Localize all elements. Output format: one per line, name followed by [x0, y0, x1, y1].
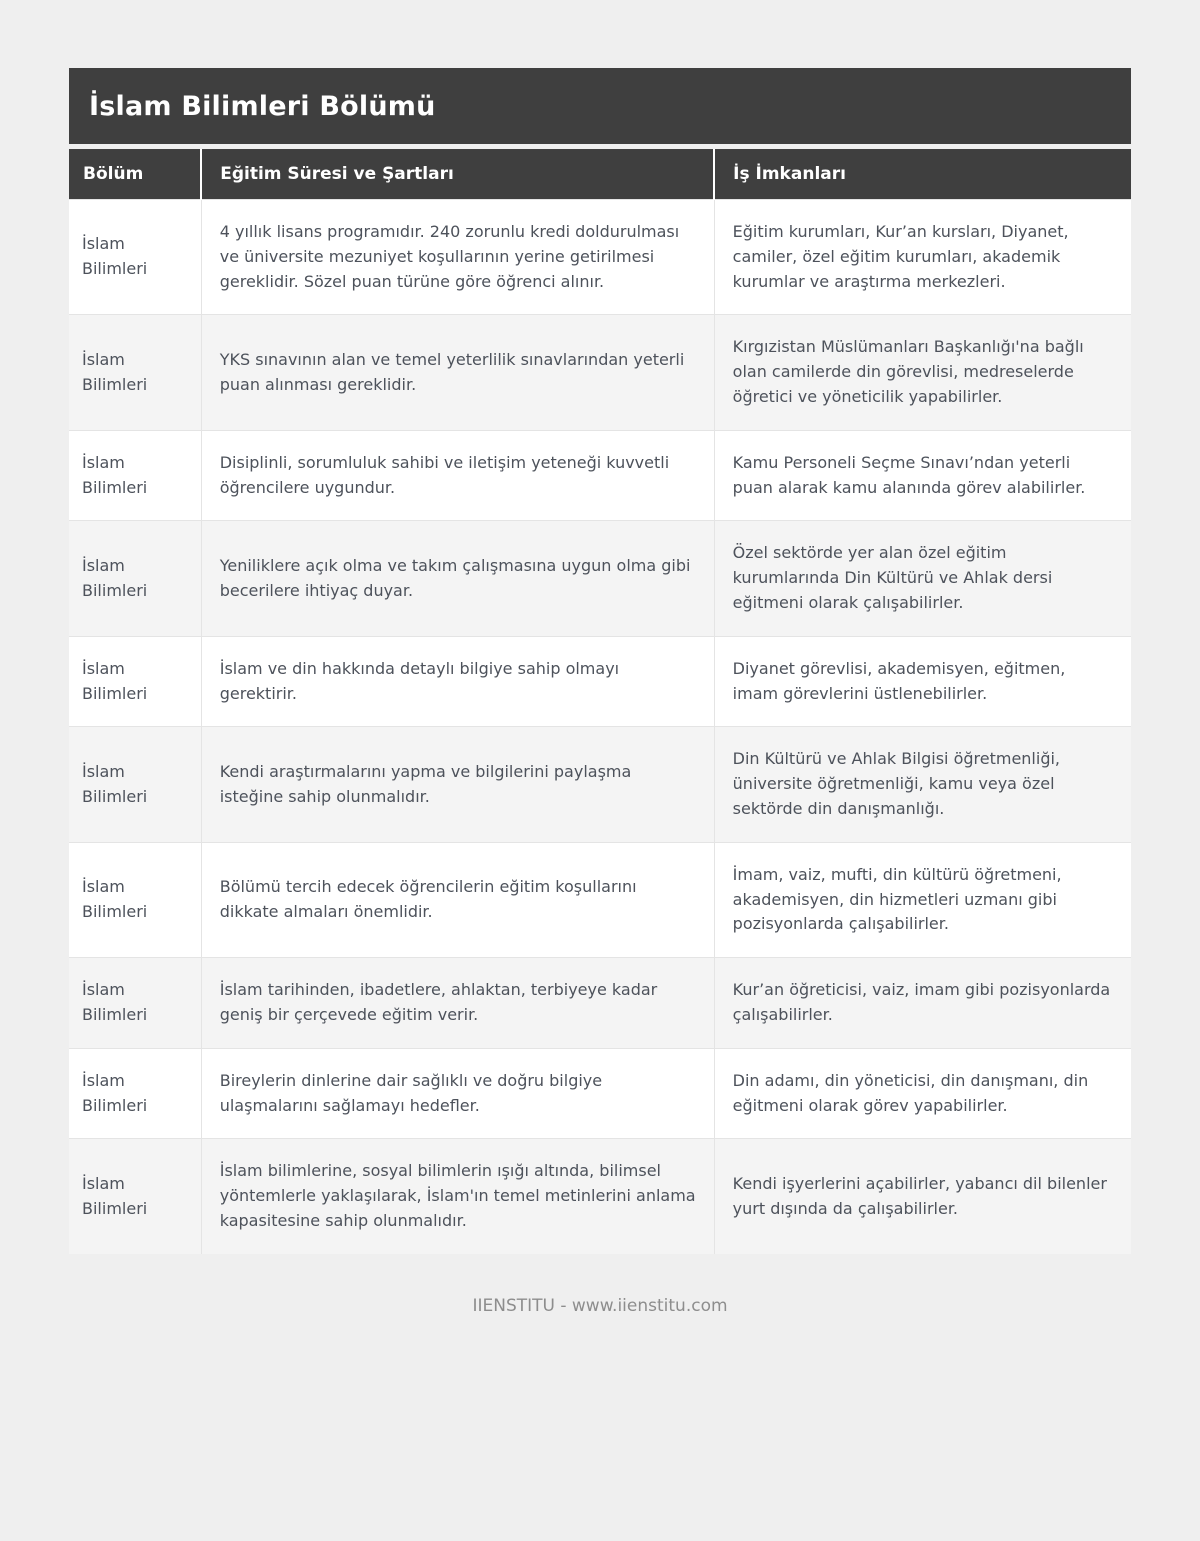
header-row	[69, 149, 1131, 200]
cell-is-imkanlari: Kamu Personeli Seçme Sınavı’ndan yeterli puan alarak kamu alanında görev alabilirler.	[714, 430, 1131, 521]
table-header	[69, 149, 1131, 200]
table-row	[69, 1139, 1131, 1254]
cell-egitim: İslam bilimlerine, sosyal bilimlerin ışığı altında, bilimsel yöntemlerle yaklaşılarak, İslam'ın temel metinlerini anlama kapasitesine sahip olunmalıdır.	[201, 1139, 714, 1254]
department-table-container	[69, 68, 1131, 1254]
cell-bolum: İslam Bilimleri	[69, 1139, 201, 1254]
cell-bolum: İslam Bilimleri	[69, 636, 201, 727]
cell-bolum: İslam Bilimleri	[69, 842, 201, 957]
cell-bolum: İslam Bilimleri	[69, 727, 201, 842]
cell-egitim: Kendi araştırmalarını yapma ve bilgilerini paylaşma isteğine sahip olunmalıdır.	[201, 727, 714, 842]
table-row	[69, 842, 1131, 957]
cell-bolum: İslam Bilimleri	[69, 315, 201, 430]
table-body	[69, 200, 1131, 1254]
department-table	[69, 149, 1131, 1254]
cell-is-imkanlari: Kırgızistan Müslümanları Başkanlığı'na bağlı olan camilerde din görevlisi, medreselerde öğretici ve yöneticilik yapabilirler.	[714, 315, 1131, 430]
table-row	[69, 200, 1131, 315]
table-row	[69, 958, 1131, 1049]
cell-egitim: YKS sınavının alan ve temel yeterlilik sınavlarından yeterli puan alınması gereklidir.	[201, 315, 714, 430]
table-row	[69, 315, 1131, 430]
cell-is-imkanlari: Kur’an öğreticisi, vaiz, imam gibi pozisyonlarda çalışabilirler.	[714, 958, 1131, 1049]
cell-egitim: Bireylerin dinlerine dair sağlıklı ve doğru bilgiye ulaşmalarını sağlamayı hedefler.	[201, 1048, 714, 1139]
cell-egitim: 4 yıllık lisans programıdır. 240 zorunlu kredi doldurulması ve üniversite mezuniyet koşullarının yerine getirilmesi gereklidir. Sözel puan türüne göre öğrenci alınır.	[201, 200, 714, 315]
table-row	[69, 636, 1131, 727]
cell-is-imkanlari: Kendi işyerlerini açabilirler, yabancı dil bilenler yurt dışında da çalışabilirler.	[714, 1139, 1131, 1254]
footer-credit: IIENSTITU - www.iienstitu.com	[472, 1295, 728, 1316]
table-row	[69, 727, 1131, 842]
cell-egitim: İslam tarihinden, ibadetlere, ahlaktan, terbiyeye kadar geniş bir çerçevede eğitim verir.	[201, 958, 714, 1049]
table-row	[69, 521, 1131, 636]
cell-egitim: Yeniliklere açık olma ve takım çalışmasına uygun olma gibi becerilere ihtiyaç duyar.	[201, 521, 714, 636]
cell-egitim: İslam ve din hakkında detaylı bilgiye sahip olmayı gerektirir.	[201, 636, 714, 727]
cell-bolum: İslam Bilimleri	[69, 430, 201, 521]
column-header-is-imkanlari: İş İmkanları	[714, 149, 1131, 200]
cell-is-imkanlari: Din adamı, din yöneticisi, din danışmanı, din eğitmeni olarak görev yapabilirler.	[714, 1048, 1131, 1139]
cell-bolum: İslam Bilimleri	[69, 1048, 201, 1139]
cell-is-imkanlari: Eğitim kurumları, Kur’an kursları, Diyanet, camiler, özel eğitim kurumları, akademik kurumlar ve araştırma merkezleri.	[714, 200, 1131, 315]
page-title: İslam Bilimleri Bölümü	[69, 68, 1131, 144]
cell-is-imkanlari: Din Kültürü ve Ahlak Bilgisi öğretmenliği, üniversite öğretmenliği, kamu veya özel sektörde din danışmanlığı.	[714, 727, 1131, 842]
cell-egitim: Disiplinli, sorumluluk sahibi ve iletişim yeteneği kuvvetli öğrencilere uygundur.	[201, 430, 714, 521]
cell-is-imkanlari: Özel sektörde yer alan özel eğitim kurumlarında Din Kültürü ve Ahlak dersi eğitmeni olarak çalışabilirler.	[714, 521, 1131, 636]
cell-bolum: İslam Bilimleri	[69, 958, 201, 1049]
cell-egitim: Bölümü tercih edecek öğrencilerin eğitim koşullarını dikkate almaları önemlidir.	[201, 842, 714, 957]
table-row	[69, 430, 1131, 521]
cell-bolum: İslam Bilimleri	[69, 200, 201, 315]
table-row	[69, 1048, 1131, 1139]
cell-is-imkanlari: Diyanet görevlisi, akademisyen, eğitmen, imam görevlerini üstlenebilirler.	[714, 636, 1131, 727]
column-header-egitim-suresi: Eğitim Süresi ve Şartları	[201, 149, 714, 200]
cell-is-imkanlari: İmam, vaiz, mufti, din kültürü öğretmeni, akademisyen, din hizmetleri uzmanı gibi pozisyonlarda çalışabilirler.	[714, 842, 1131, 957]
cell-bolum: İslam Bilimleri	[69, 521, 201, 636]
column-header-bolum: Bölüm	[69, 149, 201, 200]
